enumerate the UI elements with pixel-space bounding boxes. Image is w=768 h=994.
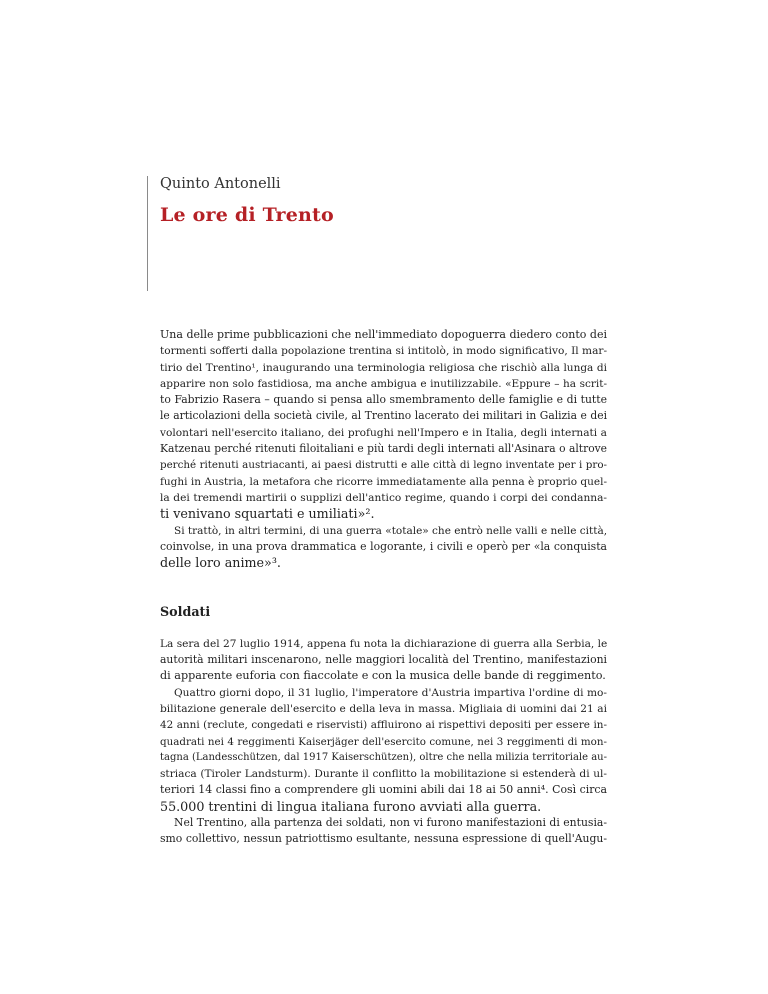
margin-rule — [147, 176, 148, 291]
paragraph — [160, 523, 607, 572]
text-line: 55.000 trentini di lingua italiana furono avviati alla guerra. — [160, 798, 542, 814]
text-line: autorità militari inscenarono, nelle maggiori località del Trentino, manifestazioni — [160, 653, 607, 667]
paragraph — [160, 327, 607, 523]
text-line: 42 anni (reclute, congedati e riservisti) affluirono ai rispettivi depositi per essere in- — [160, 719, 607, 732]
paragraph — [160, 636, 607, 685]
text-line: Quattro giorni dopo, il 31 luglio, l'imperatore d'Austria impartiva l'ordine di mo- — [174, 686, 607, 699]
text-line: apparire non solo fastidiosa, ma anche ambigua e inutilizzabile. «Eppure – ha scrit- — [160, 377, 607, 390]
text-line: La sera del 27 luglio 1914, appena fu nota la dichiarazione di guerra alla Serbia, le — [160, 637, 608, 650]
text-line: Si trattò, in altri termini, di una guerra «totale» che entrò nelle valli e nelle città, — [174, 524, 608, 537]
chapter-title: Le ore di Trento — [160, 204, 334, 226]
text-line: smo collettivo, nessun patriottismo esultante, nessuna espressione di quell'Augu- — [160, 832, 607, 846]
text-line: ti venivano squartati e umiliati»². — [160, 506, 375, 522]
text-line: volontari nell'esercito italiano, dei profughi nell'Impero e in Italia, degli internati a — [160, 426, 607, 439]
text-line: to Fabrizio Rasera – quando si pensa allo smembramento delle famiglie e di tutte — [160, 393, 607, 407]
text-line: tirio del Trentino¹, inaugurando una terminologia religiosa che rischiò alla lunga di — [160, 361, 607, 374]
text-line: perché ritenuti austriacanti, ai paesi distrutti e alle città di legno inventate per i pro- — [160, 459, 607, 472]
text-line: quadrati nei 4 reggimenti Kaiserjäger dell'esercito comune, nei 3 reggimenti di mon- — [160, 735, 607, 748]
text-line: la dei tremendi martirii o supplizi dell'antico regime, quando i corpi dei condanna- — [160, 491, 607, 504]
paragraph — [160, 685, 607, 815]
text-line: fughi in Austria, la metafora che ricorre immediatamente alla penna è proprio quel- — [160, 475, 607, 488]
text-line: Katzenau perché ritenuti filoitaliani e più tardi degli internati all'Asinara o altrove — [160, 442, 607, 456]
author-name: Quinto Antonelli — [160, 176, 281, 192]
text-line: Una delle prime pubblicazioni che nell'immediato dopoguerra diedero conto dei — [160, 328, 607, 341]
text-line: tagna (Landesschützen, dal 1917 Kaiserschützen), oltre che nella milizia territoriale au- — [160, 751, 607, 763]
text-line: tormenti sofferti dalla popolazione trentina si intitolò, in modo significativo, Il mar- — [160, 345, 608, 358]
text-line: Nel Trentino, alla partenza dei soldati, non vi furono manifestazioni di entusia- — [174, 816, 607, 830]
text-line: di apparente euforia con fiaccolate e con la musica delle bande di reggimento. — [160, 669, 606, 683]
paragraph — [160, 815, 607, 848]
text-line: delle loro anime»³. — [160, 555, 281, 571]
section-heading: Soldati — [160, 604, 211, 620]
text-line: teriori 14 classi fino a comprendere gli uomini abili dai 18 ai 50 anni⁴. Così circa — [160, 783, 607, 797]
text-line: coinvolse, in una prova drammatica e logorante, i civili e operò per «la conquista — [160, 539, 607, 553]
text-line: bilitazione generale dell'esercito e della leva in massa. Migliaia di uomini dai 21 ai — [160, 702, 607, 715]
body-text — [160, 327, 607, 848]
text-line: le articolazioni della società civile, al Trentino lacerato dei militari in Galizia e dei — [160, 409, 607, 423]
text-line: striaca (Tiroler Landsturm). Durante il conflitto la mobilitazione si estenderà di ul- — [160, 768, 607, 781]
